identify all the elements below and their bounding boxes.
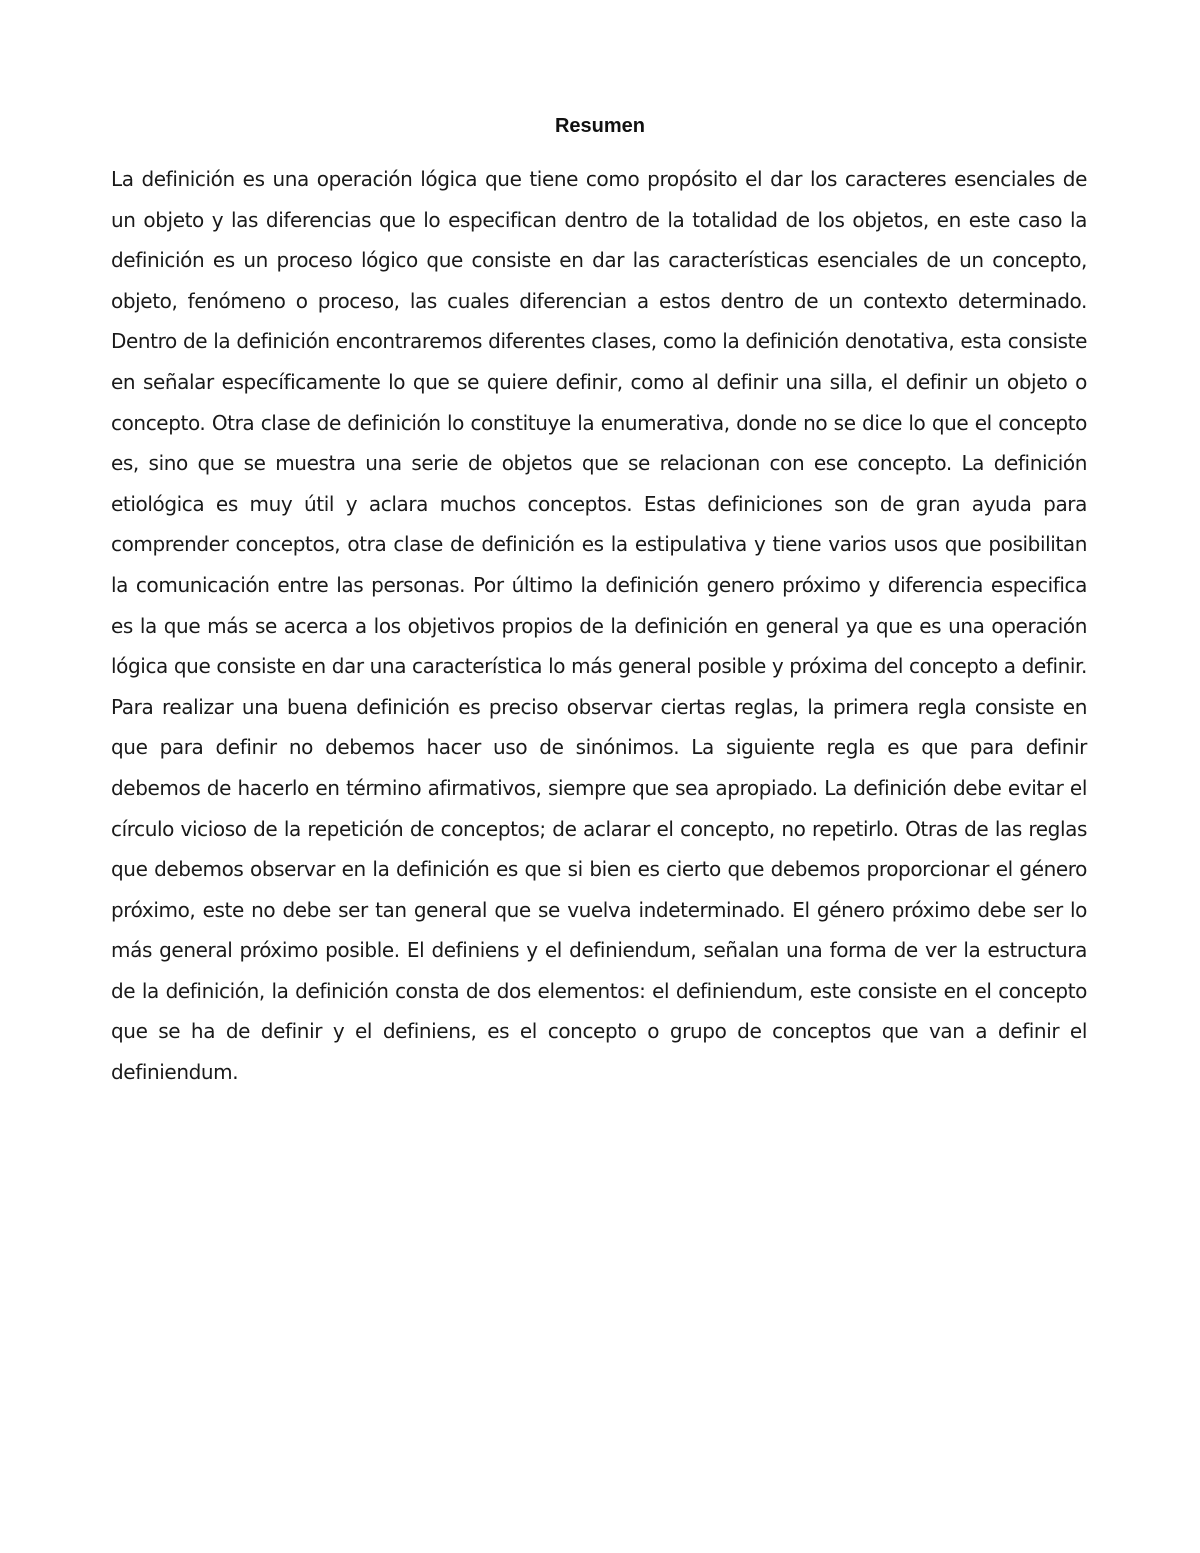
document-title: Resumen: [554, 115, 646, 137]
summary-paragraph: La definición es una operación lógica que tiene como propósito el dar los caracteres esenciales de un objeto y las diferencias que lo especifican dentro de la totalidad de los objetos, en este caso la definición es un proceso lógico que consiste en dar las características esenciales de un concepto, objeto, fenómeno o proceso, las cuales diferencian a estos dentro de un contexto determinado. Dentro de la definición encontraremos diferentes clases, como la definición denotativa, esta consiste en señalar específicamente lo que se quiere definir, como al definir una silla, el definir un objeto o concepto. Otra clase de definición lo constituye la enumerativa, donde no se dice lo que el concepto es, sino que se muestra una serie de objetos que se relacionan con ese concepto. La definición etiológica es muy útil y aclara muchos conceptos. Estas definiciones son de gran ayuda para comprender conceptos, otra clase de definición es la estipulativa y tiene varios usos que posibilitan la comunicación entre las personas. Por último la definición genero próximo y diferencia especifica es la que más se acerca a los objetivos propios de la definición en general ya que es una operación lógica que consiste en dar una característica lo más general posible y próxima del concepto a definir. Para realizar una buena definición es preciso observar ciertas reglas, la primera regla consiste en que para definir no debemos hacer uso de sinónimos. La siguiente regla es que para definir debemos de hacerlo en término afirmativos, siempre que sea apropiado. La definición debe evitar el círculo vicioso de la repetición de conceptos; de aclarar el concepto, no repetirlo. Otras de las reglas que debemos observar en la definición es que si bien es cierto que debemos proporcionar el género próximo, este no debe ser tan general que se vuelva indeterminado. El género próximo debe ser lo más general próximo posible. El definiens y el definiendum, señalan una forma de ver la estructura de la definición, la definición consta de dos elementos: el definiendum, este consiste en el concepto que se ha de definir y el definiens, es el concepto o grupo de conceptos que van a definir el definiendum.: [111, 167, 1087, 1085]
